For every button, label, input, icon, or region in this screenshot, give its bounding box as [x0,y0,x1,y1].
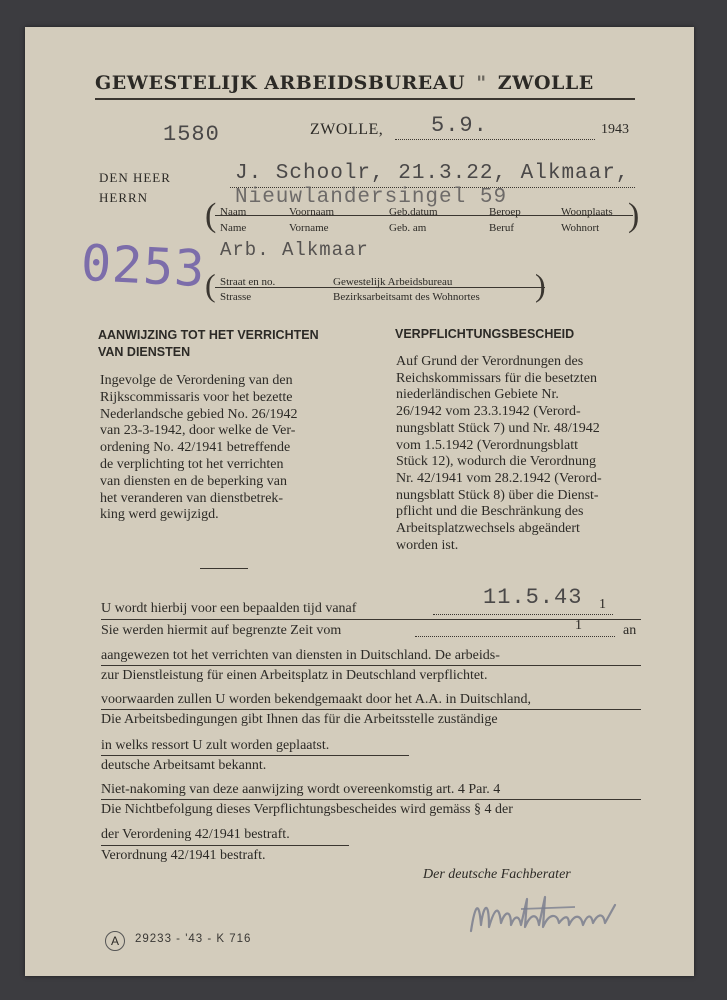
body-line-12: Verordnung 42/1941 bestraft. [101,848,266,863]
body-line-4: zur Dienstleistung für einen Arbeitsplatz in Deutschland verpflichtet. [101,668,488,683]
right-line: nungsblatt Stück 7) und Nr. 48/1942 [396,420,600,436]
right-line: Arbeitsplatzwechsels abgeändert [396,521,580,537]
date-vom-an: an [623,623,637,638]
body-line-9: Niet-nakoming van deze aanwijzing wordt overeenkomstig art. 4 Par. 4 [101,782,501,797]
label-beroep: Beroep [489,206,521,218]
fachberater-label: Der deutsche Fachberater [423,867,571,882]
right-section-body [396,354,602,554]
body-line-3: aangewezen tot het verrichten van diensten in Duitschland. De arbeids- [101,648,500,663]
left-line: Ingevolge de Verordening van den [100,373,293,388]
document-sheet [25,27,694,976]
left-brace-2: ( [205,267,216,303]
label-bezirks: Bezirksarbeitsamt des Wohnortes [333,291,480,303]
right-section-title: VERPFLICHTUNGSBESCHEID [395,327,575,341]
printer-logo: A [105,931,125,951]
header-rule [95,98,635,100]
body-rule-1 [101,619,641,620]
left-section-title1: AANWIJZING TOT HET VERRICHTEN [98,328,319,342]
date-from-year: 1 [599,597,606,612]
print-code: 29233 - '43 - K 716 [135,933,252,945]
right-brace-2: ) [535,267,546,303]
place-label: ZWOLLE, [310,121,384,138]
label-name: Name [220,222,247,234]
left-line: Rijkscommissaris voor het bezette [100,389,293,405]
label-geb-datum: Geb.datum [389,206,438,218]
right-line: worden ist. [396,537,459,553]
label-gewestelijk: Gewestelijk Arbeidsbureau [333,276,453,288]
left-section-body [100,373,298,524]
left-line: van diensten en de beperking van [100,473,287,489]
right-line: Auf Grund der Verordnungen des [396,354,584,369]
body-line-6: Die Arbeitsbedingungen gibt Ihnen das für die Arbeitsstelle zuständige [101,712,498,727]
right-line: Reichskommissars für die besetzten [396,370,598,386]
left-line: de verplichting tot het verrichten [100,456,284,472]
stamp-number: 0253 [79,233,207,299]
body-line-7: in welks ressort U zult worden geplaatst. [101,738,330,753]
body-rule-5 [101,799,641,800]
body-rule-6 [101,845,349,846]
label-naam: Naam [220,206,247,218]
right-brace-1: ) [628,197,640,234]
right-line: niederländischen Gebiete Nr. [396,387,559,403]
left-line: ordening No. 42/1941 betreffende [100,440,291,456]
body-line-1: U wordt hierbij voor een bepaalden tijd vanaf [101,601,357,616]
den-heer-label: DEN HEER [99,170,171,185]
body-line-2: Sie werden hiermit auf begrenzte Zeit vom [101,623,342,638]
left-line: Nederlandsche gebied No. 26/1942 [100,406,298,422]
reference-number: 1580 [163,122,220,147]
office-title-right: ZWOLLE [497,72,594,94]
left-line: het veranderen van dienstbetrek- [100,490,284,506]
body-line-11: der Verordening 42/1941 bestraft. [101,827,290,842]
addressee-line3: Arb. Alkmaar [220,239,369,261]
left-line: king werd gewijzigd. [100,507,219,523]
label-woonplaats: Woonplaats [561,206,613,218]
left-brace-1: ( [205,197,217,234]
right-line: Stück 12), wodurch die Verordnung [396,454,596,470]
body-rule-2 [101,665,641,666]
body-rule-3 [101,709,641,710]
herrn-label: HERRN [99,190,149,205]
right-line: nungsblatt Stück 8) über die Dienst- [396,487,599,503]
signature [465,885,655,945]
right-line: vom 1.5.1942 (Verordnungsblatt [396,437,578,453]
label-voornaam: Voornaam [289,206,335,218]
addressee-line2: Nieuwlandersingel 59 [235,186,508,209]
date-from-dotline [433,614,613,615]
left-section-title2: VAN DIENSTEN [98,345,191,359]
body-rule-4 [101,755,409,756]
left-section-rule [200,568,248,569]
label-wohnort: Wohnort [561,222,600,234]
date-typed: 5.9. [431,113,488,138]
date-from-typed: 11.5.43 [483,585,583,610]
year-label: 1943 [601,122,629,137]
right-line: pflicht und die Beschränkung des [396,504,584,520]
body-line-8: deutsche Arbeitsamt bekannt. [101,758,267,773]
label-beruf: Beruf [489,222,515,234]
addressee-line1: J. Schoolr, 21.3.22, Alkmaar, [235,162,630,185]
office-title-mark: " [476,72,487,94]
date-vom-year: 1 [575,618,582,633]
label-geb-am: Geb. am [389,222,427,234]
office-title-left: GEWESTELIJK ARBEIDSBUREAU [95,72,466,94]
date-line [395,139,595,140]
office-title [95,72,594,94]
label-straat: Straat en no. [220,276,276,288]
date-vom-dotline [415,636,615,637]
right-line: 26/1942 vom 23.3.1942 (Verord- [396,404,581,420]
right-line: Nr. 42/1941 vom 28.2.1942 (Verord- [396,470,602,486]
body-line-10: Die Nichtbefolgung dieses Verpflichtungsbescheides wird gemäss § 4 der [101,802,513,817]
left-line: van 23-3-1942, door welke de Ver- [100,423,296,439]
body-line-5: voorwaarden zullen U worden bekendgemaakt door het A.A. in Duitschland, [101,692,531,707]
label-strasse: Strasse [220,291,252,303]
label-vorname: Vorname [289,222,329,234]
